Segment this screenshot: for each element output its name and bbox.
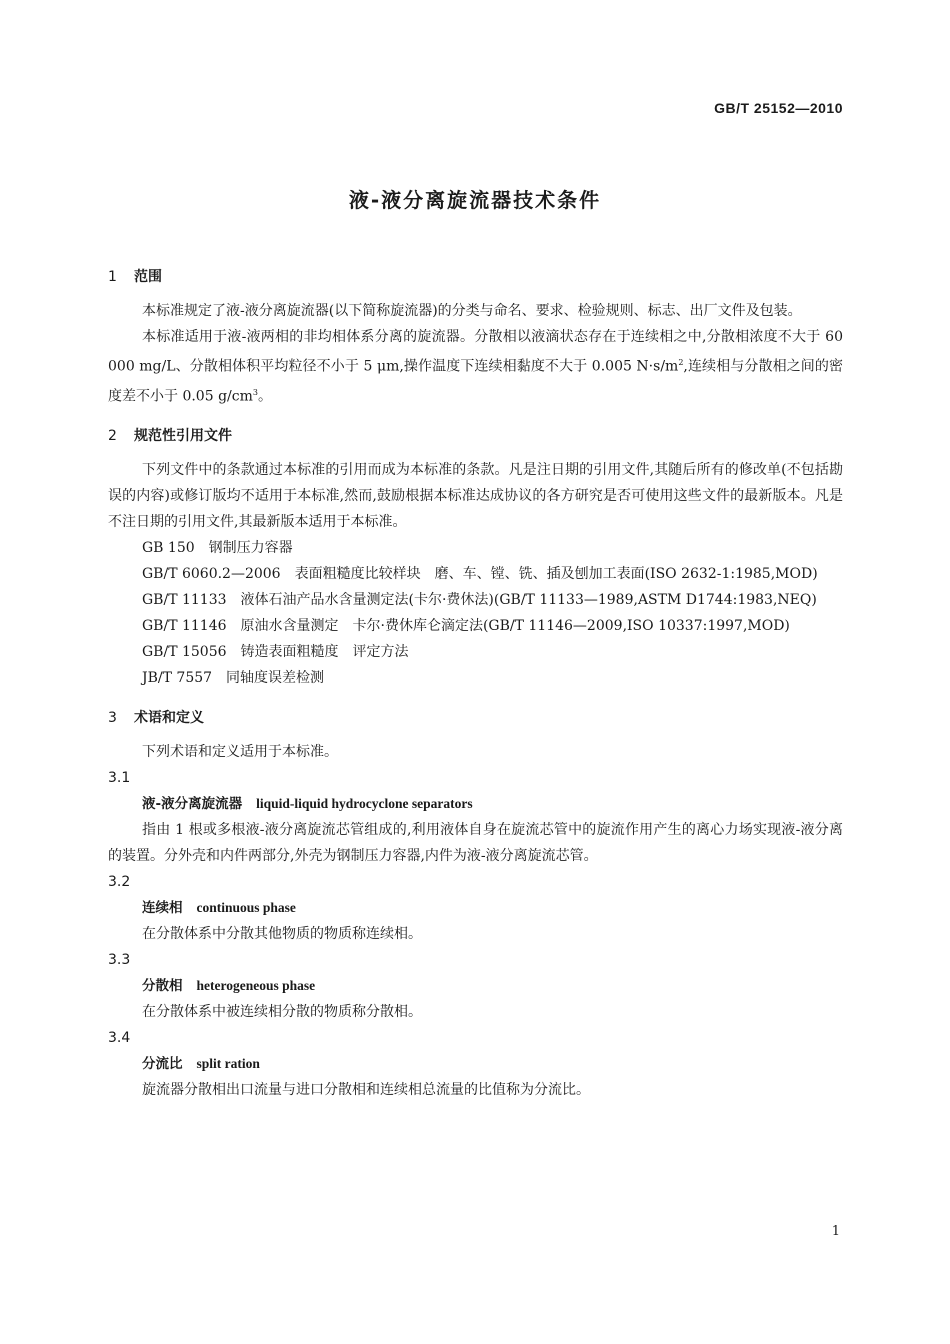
term-heading	[108, 1051, 843, 1077]
terms-intro: 下列术语和定义适用于本标准。	[142, 744, 338, 761]
term-number: 3.2	[108, 874, 131, 891]
scope-text-a: 本标准适用于液-液两相的非均相体系分离的旋流器。分散相以液滴状态存在于连续相之中,分散相浓度不大于 60 000 mg/L、分散相体积平均粒径不小于 5 μm,操作温度下连续相黏度不大于 0.005 N·s/m	[108, 329, 843, 375]
scope-text-c: 。	[257, 388, 272, 405]
section-1-heading	[108, 264, 843, 290]
reference-item: GB/T 11133 液体石油产品水含量测定法(卡尔·费休法)(GB/T 11133—1989,ASTM D1744:1983,NEQ)	[142, 592, 817, 609]
term-heading	[108, 973, 843, 999]
reference-item: JB/T 7557 同轴度误差检测	[142, 670, 325, 687]
term-english: split ration	[196, 1056, 260, 1072]
scope-paragraph-2	[108, 324, 843, 409]
document-title: 液-液分离旋流器技术条件	[348, 188, 602, 212]
term-heading	[108, 895, 843, 921]
term-chinese: 连续相	[142, 900, 183, 917]
term-heading	[108, 791, 843, 817]
term-number: 3.3	[108, 952, 131, 969]
term-english: continuous phase	[196, 900, 296, 916]
section-number: 3	[108, 710, 117, 727]
term-number: 3.4	[108, 1030, 131, 1047]
scope-paragraph-1: 本标准规定了液-液分离旋流器(以下简称旋流器)的分类与命名、要求、检验规则、标志、出厂文件及包装。	[142, 303, 802, 319]
term-definition: 在分散体系中被连续相分散的物质称分散相。	[142, 1004, 422, 1021]
section-number: 2	[108, 428, 117, 445]
document-body	[108, 264, 843, 1103]
term-definition: 指由 1 根或多根液-液分离旋流芯管组成的,利用液体自身在旋流芯管中的旋流作用产生的离心力场实现液-液分离的装置。分外壳和内件两部分,外壳为钢制压力容器,内件为液-液分离旋流芯管。	[108, 822, 843, 865]
reference-item: GB 150 钢制压力容器	[142, 540, 293, 557]
reference-item: GB/T 15056 铸造表面粗糙度 评定方法	[142, 644, 409, 661]
standard-number: GB/T 25152—2010	[714, 100, 843, 116]
page-number: 1	[831, 1224, 840, 1239]
term-definition: 在分散体系中分散其他物质的物质称连续相。	[142, 926, 422, 943]
section-title: 术语和定义	[134, 710, 204, 727]
term-chinese: 分流比	[142, 1056, 183, 1073]
term-chinese: 分散相	[142, 978, 183, 995]
superscript: 2	[678, 358, 684, 367]
section-number: 1	[108, 269, 117, 285]
reference-item: GB/T 11146 原油水含量测定 卡尔·费休库仑滴定法(GB/T 11146—2009,ISO 10337:1997,MOD)	[142, 618, 790, 635]
term-english: heterogeneous phase	[196, 978, 316, 994]
term-english: liquid-liquid hydrocyclone separators	[256, 796, 473, 812]
section-3-heading	[108, 705, 843, 731]
term-definition: 旋流器分散相出口流量与进口分散相和连续相总流量的比值称为分流比。	[142, 1082, 590, 1099]
section-title: 范围	[134, 269, 162, 285]
section-2-heading	[108, 423, 843, 449]
term-number: 3.1	[108, 770, 131, 787]
term-chinese: 液-液分离旋流器	[142, 796, 243, 813]
references-intro: 下列文件中的条款通过本标准的引用而成为本标准的条款。凡是注日期的引用文件,其随后所有的修改单(不包括勘误的内容)或修订版均不适用于本标准,然而,鼓励根据本标准达成协议的各方研究是否可使用这些文件的最新版本。凡是不注日期的引用文件,其最新版本适用于本标准。	[108, 462, 843, 531]
scope-text-b: ,连续相与分散相之间的密度差不小于 0.05 g/cm	[108, 358, 843, 405]
superscript: 3	[252, 387, 258, 397]
section-title: 规范性引用文件	[134, 428, 232, 445]
reference-item: GB/T 6060.2—2006 表面粗糙度比较样块 磨、车、镗、铣、插及刨加工表面(ISO 2632-1:1985,MOD)	[142, 566, 818, 583]
